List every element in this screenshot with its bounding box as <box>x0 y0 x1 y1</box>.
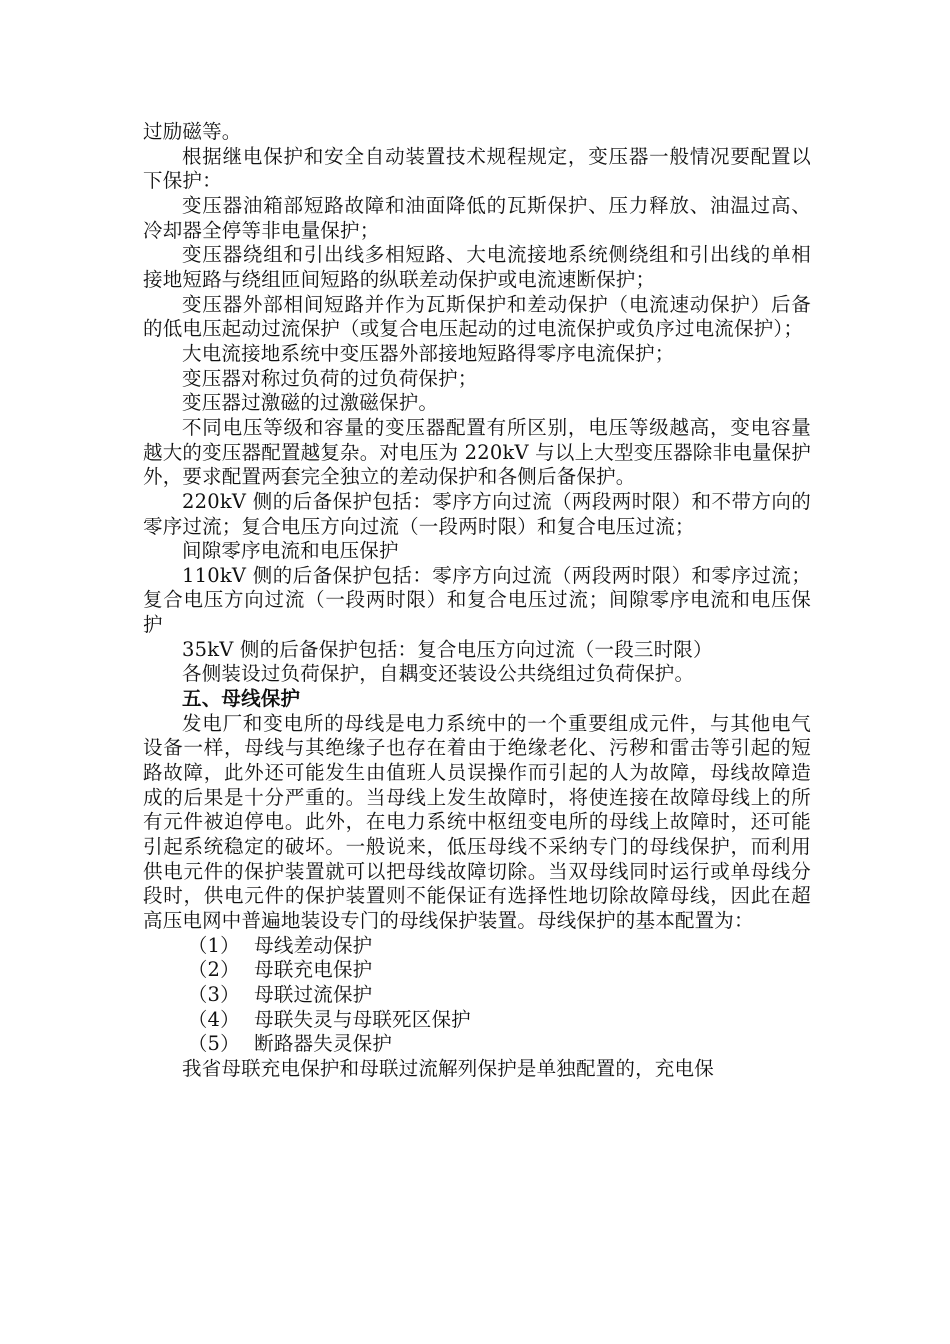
list-item <box>143 1008 811 1033</box>
paragraph: 变压器对称过负荷的过负荷保护； <box>182 366 478 390</box>
list-item <box>143 934 811 959</box>
paragraph: 大电流接地系统中变压器外部接地短路得零序电流保护； <box>182 341 675 365</box>
paragraph: 各侧装设过负荷保护，自耦变还装设公共绕组过负荷保护。 <box>182 662 695 686</box>
list-number: （4） <box>187 1007 240 1031</box>
list-item <box>143 983 811 1008</box>
paragraph: 发电厂和变电所的母线是电力系统中的一个重要组成元件，与其他电气设备一样，母线与其绝缘子也存在着由于绝缘老化、污秽和雷击等引起的短路故障，此外还可能发生由值班人员误操作而引起的人为故障，母线故障造成的后果是十分严重的。当母线上发生故障时，将使连接在故障母线上的所有元件被迫停电。此外，在电力系统中枢纽变电所的母线上故障时，还可能引起系统稳定的破坏。一般说来，低压母线不采纳专门的母线保护，而利用供电元件的保护装置就可以把母线故障切除。当双母线同时运行或单母线分段时，供电元件的保护装置则不能保证有选择性地切除故障母线，因此在超高压电网中普遍地装设专门的母线保护装置。母线保护的基本配置为： <box>143 711 811 932</box>
paragraph: 220kV 侧的后备保护包括：零序方向过流（两段两时限）和不带方向的零序过流；复合电压方向过流（一段两时限）和复合电压过流； <box>143 489 811 538</box>
list-item <box>143 958 811 983</box>
paragraph: 过励磁等。 <box>143 120 242 143</box>
list-text: 母联失灵与母联死区保护 <box>254 1007 471 1031</box>
list-text: 断路器失灵保护 <box>254 1032 393 1056</box>
list-text: 母联过流保护 <box>254 982 373 1006</box>
paragraph: 根据继电保护和安全自动装置技术规程规定，变压器一般情况要配置以下保护： <box>143 144 811 193</box>
list-item <box>143 1032 811 1057</box>
paragraph: 变压器过激磁的过激磁保护。 <box>182 391 439 415</box>
list-number: （2） <box>187 958 240 982</box>
list-text: 母联充电保护 <box>254 958 373 982</box>
list-number: （1） <box>187 933 240 957</box>
paragraph: 间隙零序电流和电压保护 <box>182 539 399 563</box>
list-text: 母线差动保护 <box>254 933 373 957</box>
list-number: （3） <box>187 982 240 1006</box>
paragraph: 35kV 侧的后备保护包括：复合电压方向过流（一段三时限） <box>182 637 713 661</box>
list-number: （5） <box>187 1032 240 1056</box>
paragraph: 变压器外部相间短路并作为瓦斯保护和差动保护（电流速动保护）后备的低电压起动过流保护（或复合电压起动的过电流保护或负序过电流保护）； <box>143 292 811 341</box>
section-heading: 五、母线保护 <box>182 687 301 711</box>
paragraph: 不同电压等级和容量的变压器配置有所区别，电压等级越高，变电容量越大的变压器配置越复杂。对电压为 220kV 与以上大型变压器除非电量保护外，要求配置两套完全独立的差动保护和各侧后备保护。 <box>143 415 811 489</box>
paragraph: 我省母联充电保护和母联过流解列保护是单独配置的，充电保 <box>182 1056 714 1080</box>
document-body <box>143 120 811 1082</box>
paragraph: 变压器绕组和引出线多相短路、大电流接地系统侧绕组和引出线的单相接地短路与绕组匝间短路的纵联差动保护或电流速断保护； <box>143 243 811 291</box>
paragraph: 变压器油箱部短路故障和油面降低的瓦斯保护、压力释放、油温过高、冷却器全停等非电量保护； <box>143 193 811 242</box>
paragraph: 110kV 侧的后备保护包括：零序方向过流（两段两时限）和零序过流；复合电压方向过流（一段两时限）和复合电压过流；间隙零序电流和电压保护 <box>143 563 811 637</box>
